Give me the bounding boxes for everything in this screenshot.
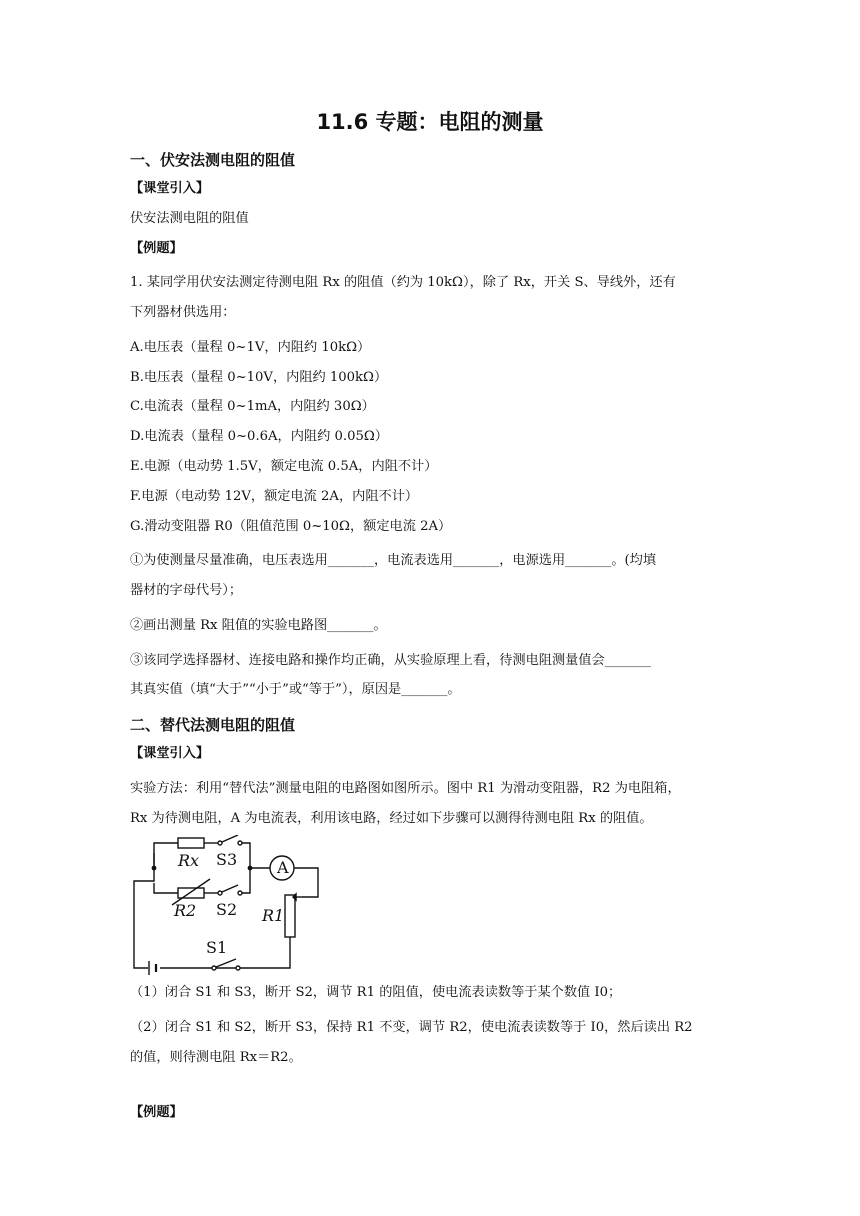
document-page	[130, 100, 730, 1133]
substitution-circuit-diagram	[130, 835, 330, 975]
question-1	[130, 268, 730, 328]
example-tag-2: 【例题】	[130, 1104, 183, 1120]
switch-s1-contact-left	[212, 966, 216, 970]
label-s3: S3	[216, 850, 238, 870]
intro-tag-1: 【课堂引入】	[130, 181, 210, 196]
step-2-line-1: （2）闭合 S1 和 S2，断开 S3，保持 R1 不变，调节 R2，使电流表读数等于 I0，然后读出 R2	[130, 1020, 693, 1036]
step-2	[130, 1013, 730, 1073]
rheostat-r1	[285, 895, 295, 937]
resistor-box-r2	[178, 888, 204, 898]
method-paragraph	[130, 774, 730, 834]
option-d: D.电流表（量程 0~0.6A，内阻约 0.05Ω）	[130, 429, 388, 445]
option-c: C.电流表（量程 0~1mA，内阻约 30Ω）	[130, 399, 375, 415]
spacer	[130, 1073, 730, 1103]
sub-question-3	[130, 646, 730, 706]
label-rx: Rx	[178, 851, 200, 871]
resistor-rx	[178, 838, 204, 848]
switch-s1-blade	[216, 959, 236, 967]
question-1-line-2: 下列器材供选用：	[130, 305, 236, 321]
switch-s1-contact-right	[236, 966, 240, 970]
page-title: 11.6 专题：电阻的测量	[316, 110, 544, 134]
option-g: G.滑动变阻器 R0（阻值范围 0~10Ω，额定电流 2A）	[130, 518, 452, 534]
sub-question-3-line-1: ③该同学选择器材、连接电路和操作均正确，从实验原理上看，待测电阻测量值会_______	[130, 652, 651, 668]
method-line-2: Rx 为待测电阻，A 为电流表，利用该电路，经过如下步骤可以测得待测电阻 Rx 的阻值。	[130, 810, 653, 826]
label-r2: R2	[174, 901, 197, 921]
wire-left	[134, 853, 154, 968]
question-1-line-1: 1. 某同学用伏安法测定待测电阻 Rx 的阻值（约为 10kΩ），除了 Rx，开关 S、导线外，还有	[130, 275, 676, 291]
sub-question-2: ②画出测量 Rx 阻值的实验电路图_______。	[130, 617, 387, 633]
sub-question-3-line-2: 其真实值（填“大于”“小于”或“等于”），原因是_______。	[130, 682, 461, 698]
section-heading-1: 一、伏安法测电阻的阻值	[130, 151, 296, 169]
intro-text-1: 伏安法测电阻的阻值	[130, 210, 249, 226]
branch-bottom-left	[154, 883, 178, 893]
label-s2: S2	[216, 900, 238, 920]
label-s1: S1	[206, 938, 228, 958]
sub-question-1-line-1: ①为使测量尽量准确，电压表选用_______，电流表选用_______，电源选用_______。(均填	[130, 553, 657, 569]
branch-top-left	[154, 843, 178, 853]
option-e: E.电源（电动势 1.5V，额定电流 0.5A，内阻不计）	[130, 458, 438, 474]
step-1: （1）闭合 S1 和 S3，断开 S2，调节 R1 的阻值，使电流表读数等于某个数值 I0；	[130, 985, 622, 1001]
step-2-line-2: 的值，则待测电阻 Rx＝R2。	[130, 1049, 302, 1065]
section-heading-2: 二、替代法测电阻的阻值	[130, 715, 296, 734]
method-line-1: 实验方法：利用“替代法”测量电阻的电路图如图所示。图中 R1 为滑动变阻器，R2 为电阻箱，	[130, 780, 681, 796]
sub-question-1	[130, 546, 730, 606]
circuit-svg	[130, 835, 330, 975]
label-r1: R1	[262, 906, 285, 926]
option-a: A.电压表（量程 0~1V，内阻约 10kΩ）	[130, 339, 371, 355]
option-f: F.电源（电动势 12V，额定电流 2A，内阻不计）	[130, 488, 419, 504]
intro-tag-2: 【课堂引入】	[130, 745, 210, 761]
option-b: B.电压表（量程 0~10V，内阻约 100kΩ）	[130, 369, 388, 385]
sub-question-1-line-2: 器材的字母代号）；	[130, 583, 243, 599]
example-tag-1: 【例题】	[130, 240, 183, 256]
label-ammeter: A	[277, 858, 289, 878]
wire-right	[294, 868, 318, 897]
